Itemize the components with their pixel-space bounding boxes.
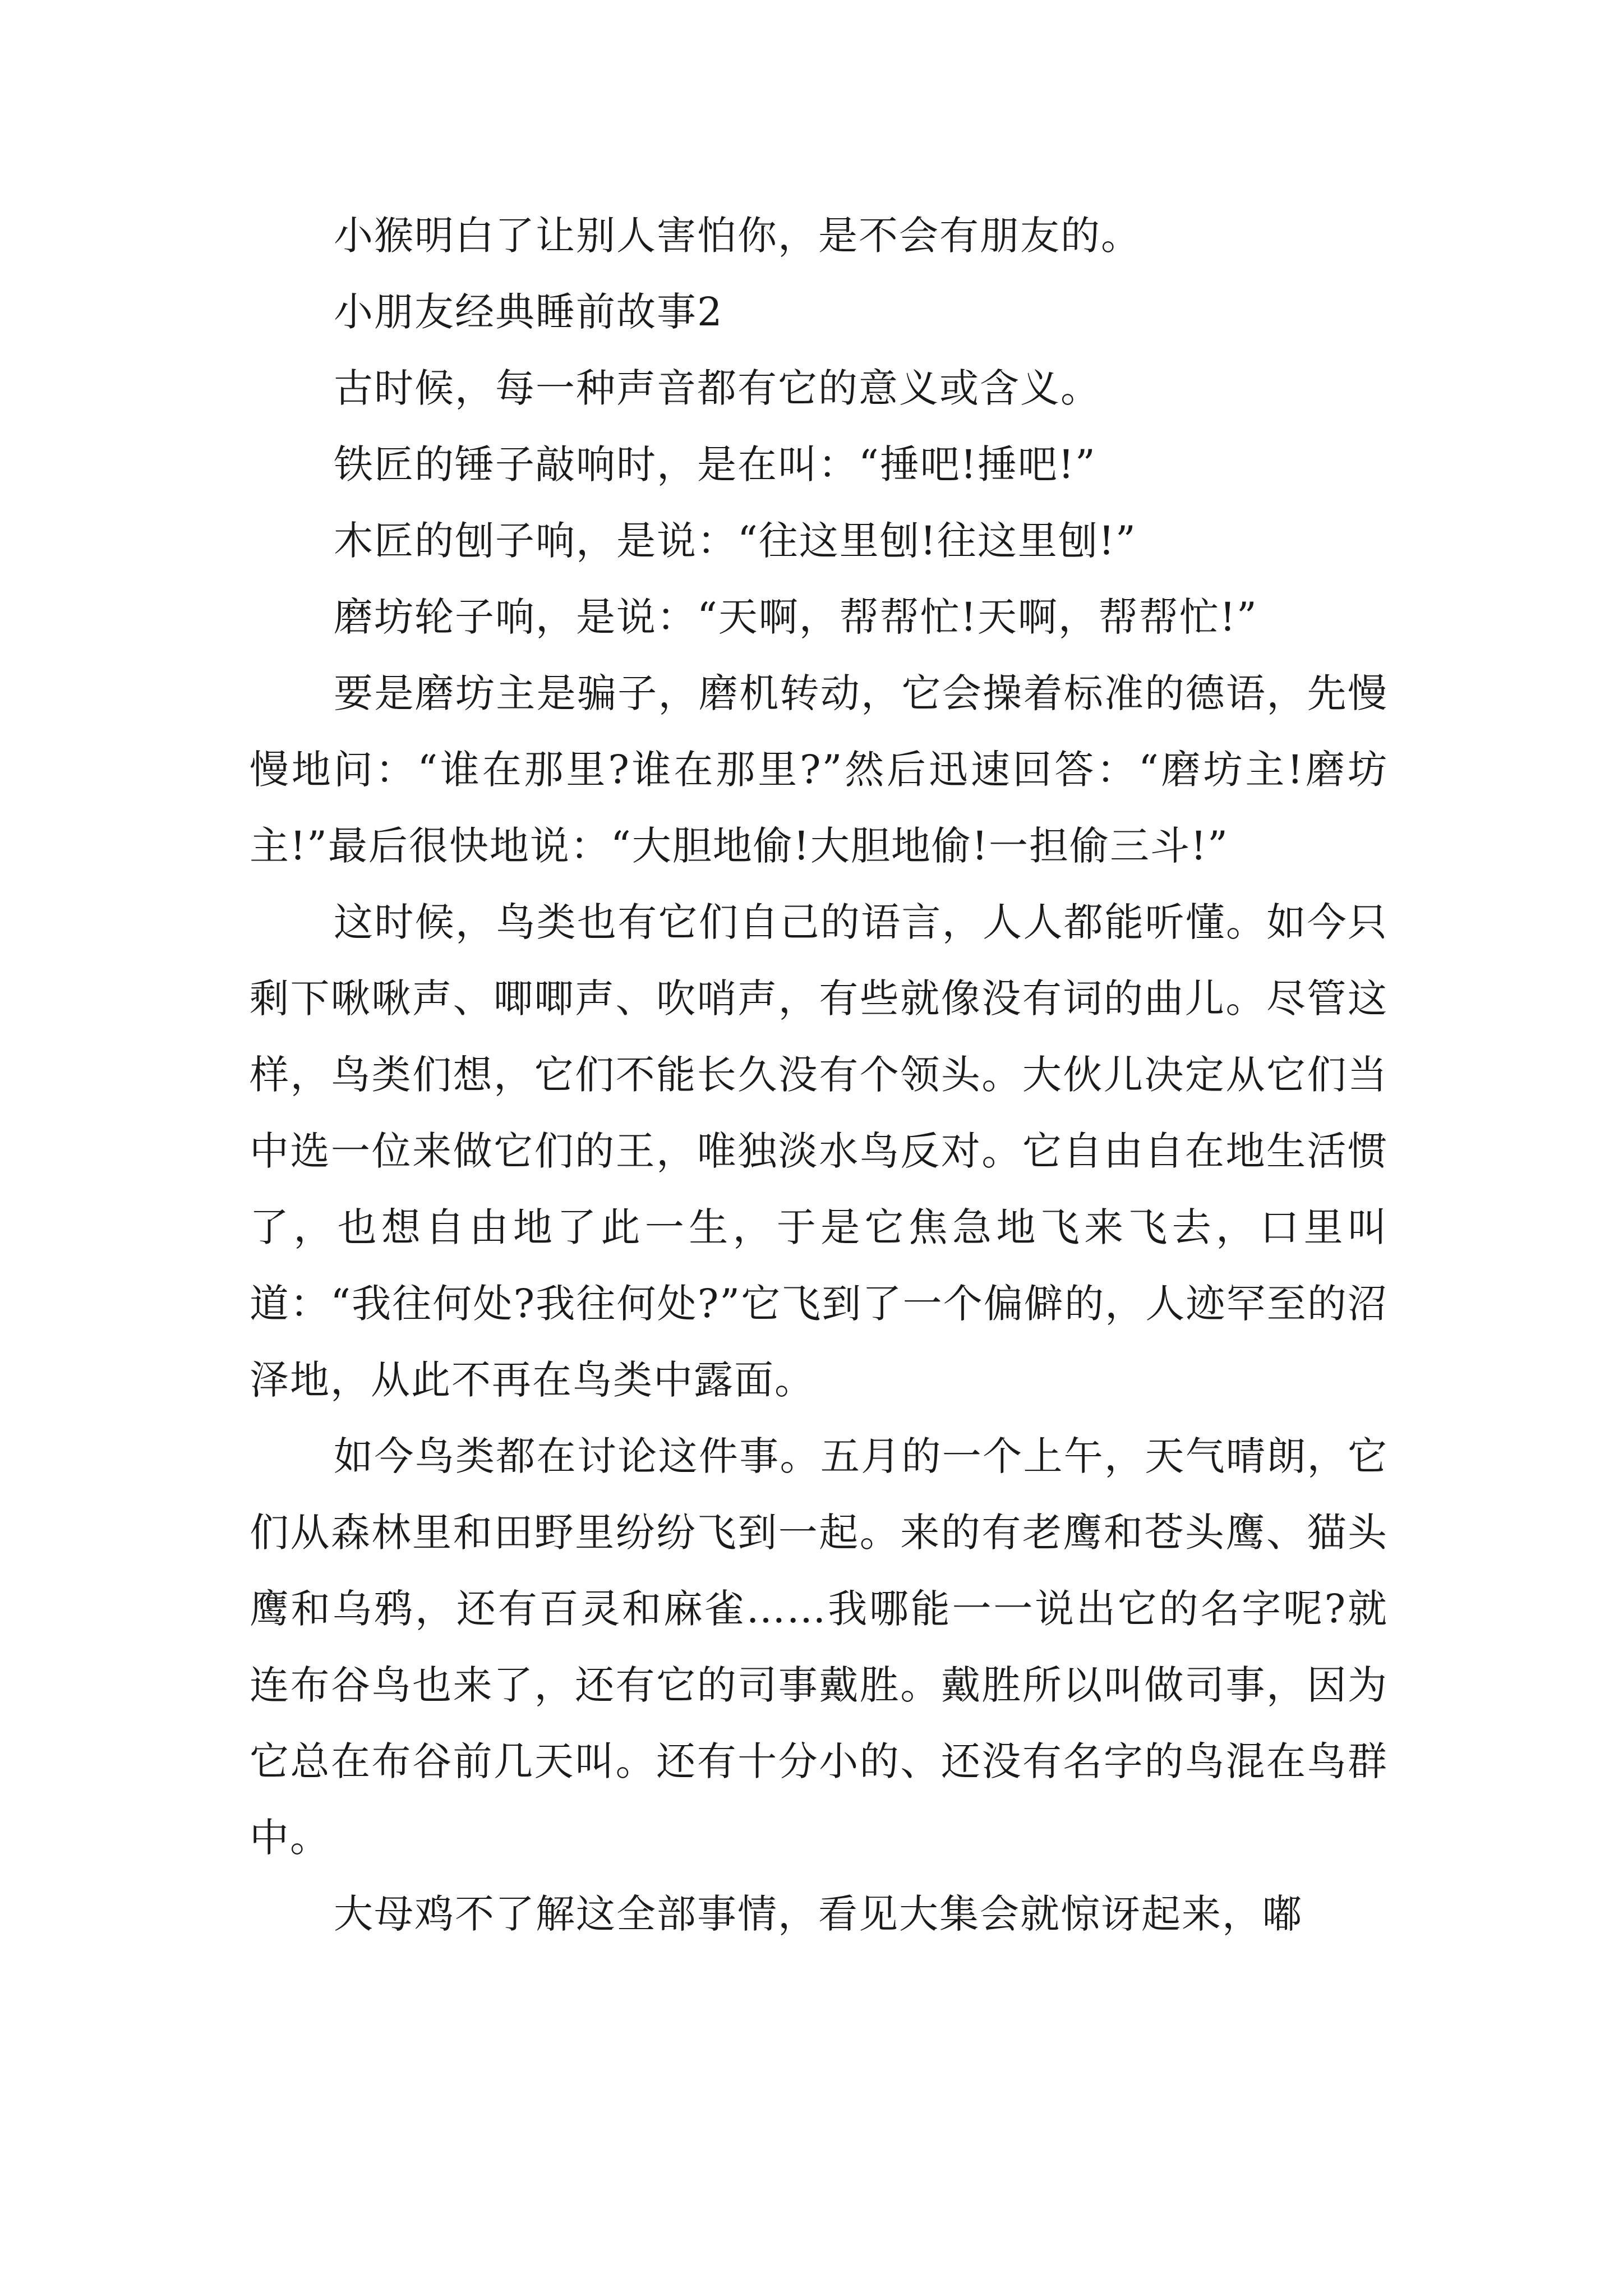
paragraph-2: 古时候，每一种声音都有它的意义或含义。	[334, 365, 1101, 411]
paragraph-5: 磨坊轮子响，是说：“天啊，帮帮忙!天啊，帮帮忙!”	[334, 594, 1258, 640]
paragraph-3: 铁匠的锤子敲响时，是在叫：“捶吧!捶吧!”	[334, 441, 1096, 487]
paragraph-8: 如今鸟类都在讨论这件事。五月的一个上午，天气晴朗，它们从森林里和田野里纷纷飞到一起。来的有老鹰和苍头鹰、猫头鹰和乌鸦，还有百灵和麻雀……我哪能一一说出它的名字呢?就连布谷鸟也来了，还有它的司事戴胜。戴胜所以叫做司事，因为它总在布谷前几天叫。还有十分小的、还没有名字的鸟混在鸟群中。	[250, 1433, 1388, 1861]
paragraph-7: 这时候，鸟类也有它们自己的语言，人人都能听懂。如今只剩下啾啾声、唧唧声、吹哨声，有些就像没有词的曲儿。尽管这样，鸟类们想，它们不能长久没有个领头。大伙儿决定从它们当中选一位来做它们的王，唯独淡水鸟反对。它自由自在地生活惯了，也想自由地了此一生，于是它焦急地飞来飞去，口里叫道：“我往何处?我往何处?”它飞到了一个偏僻的，人迹罕至的沼泽地，从此不再在鸟类中露面。	[250, 899, 1388, 1403]
paragraph-4: 木匠的刨子响，是说：“往这里刨!往这里刨!”	[334, 518, 1137, 564]
paragraph-9: 大母鸡不了解这全部事情，看见大集会就惊讶起来，嘟	[334, 1891, 1303, 1937]
document-body	[250, 197, 1388, 1952]
story-title: 小朋友经典睡前故事2	[334, 289, 723, 335]
paragraph-6: 要是磨坊主是骗子，磨机转动，它会操着标准的德语，先慢慢地问：“谁在那里?谁在那里?”然后迅速回答：“磨坊主!磨坊主!”最后很快地说：“大胆地偷!大胆地偷!一担偷三斗!”	[250, 670, 1388, 869]
paragraph-1: 小猴明白了让别人害怕你，是不会有朋友的。	[334, 213, 1141, 259]
